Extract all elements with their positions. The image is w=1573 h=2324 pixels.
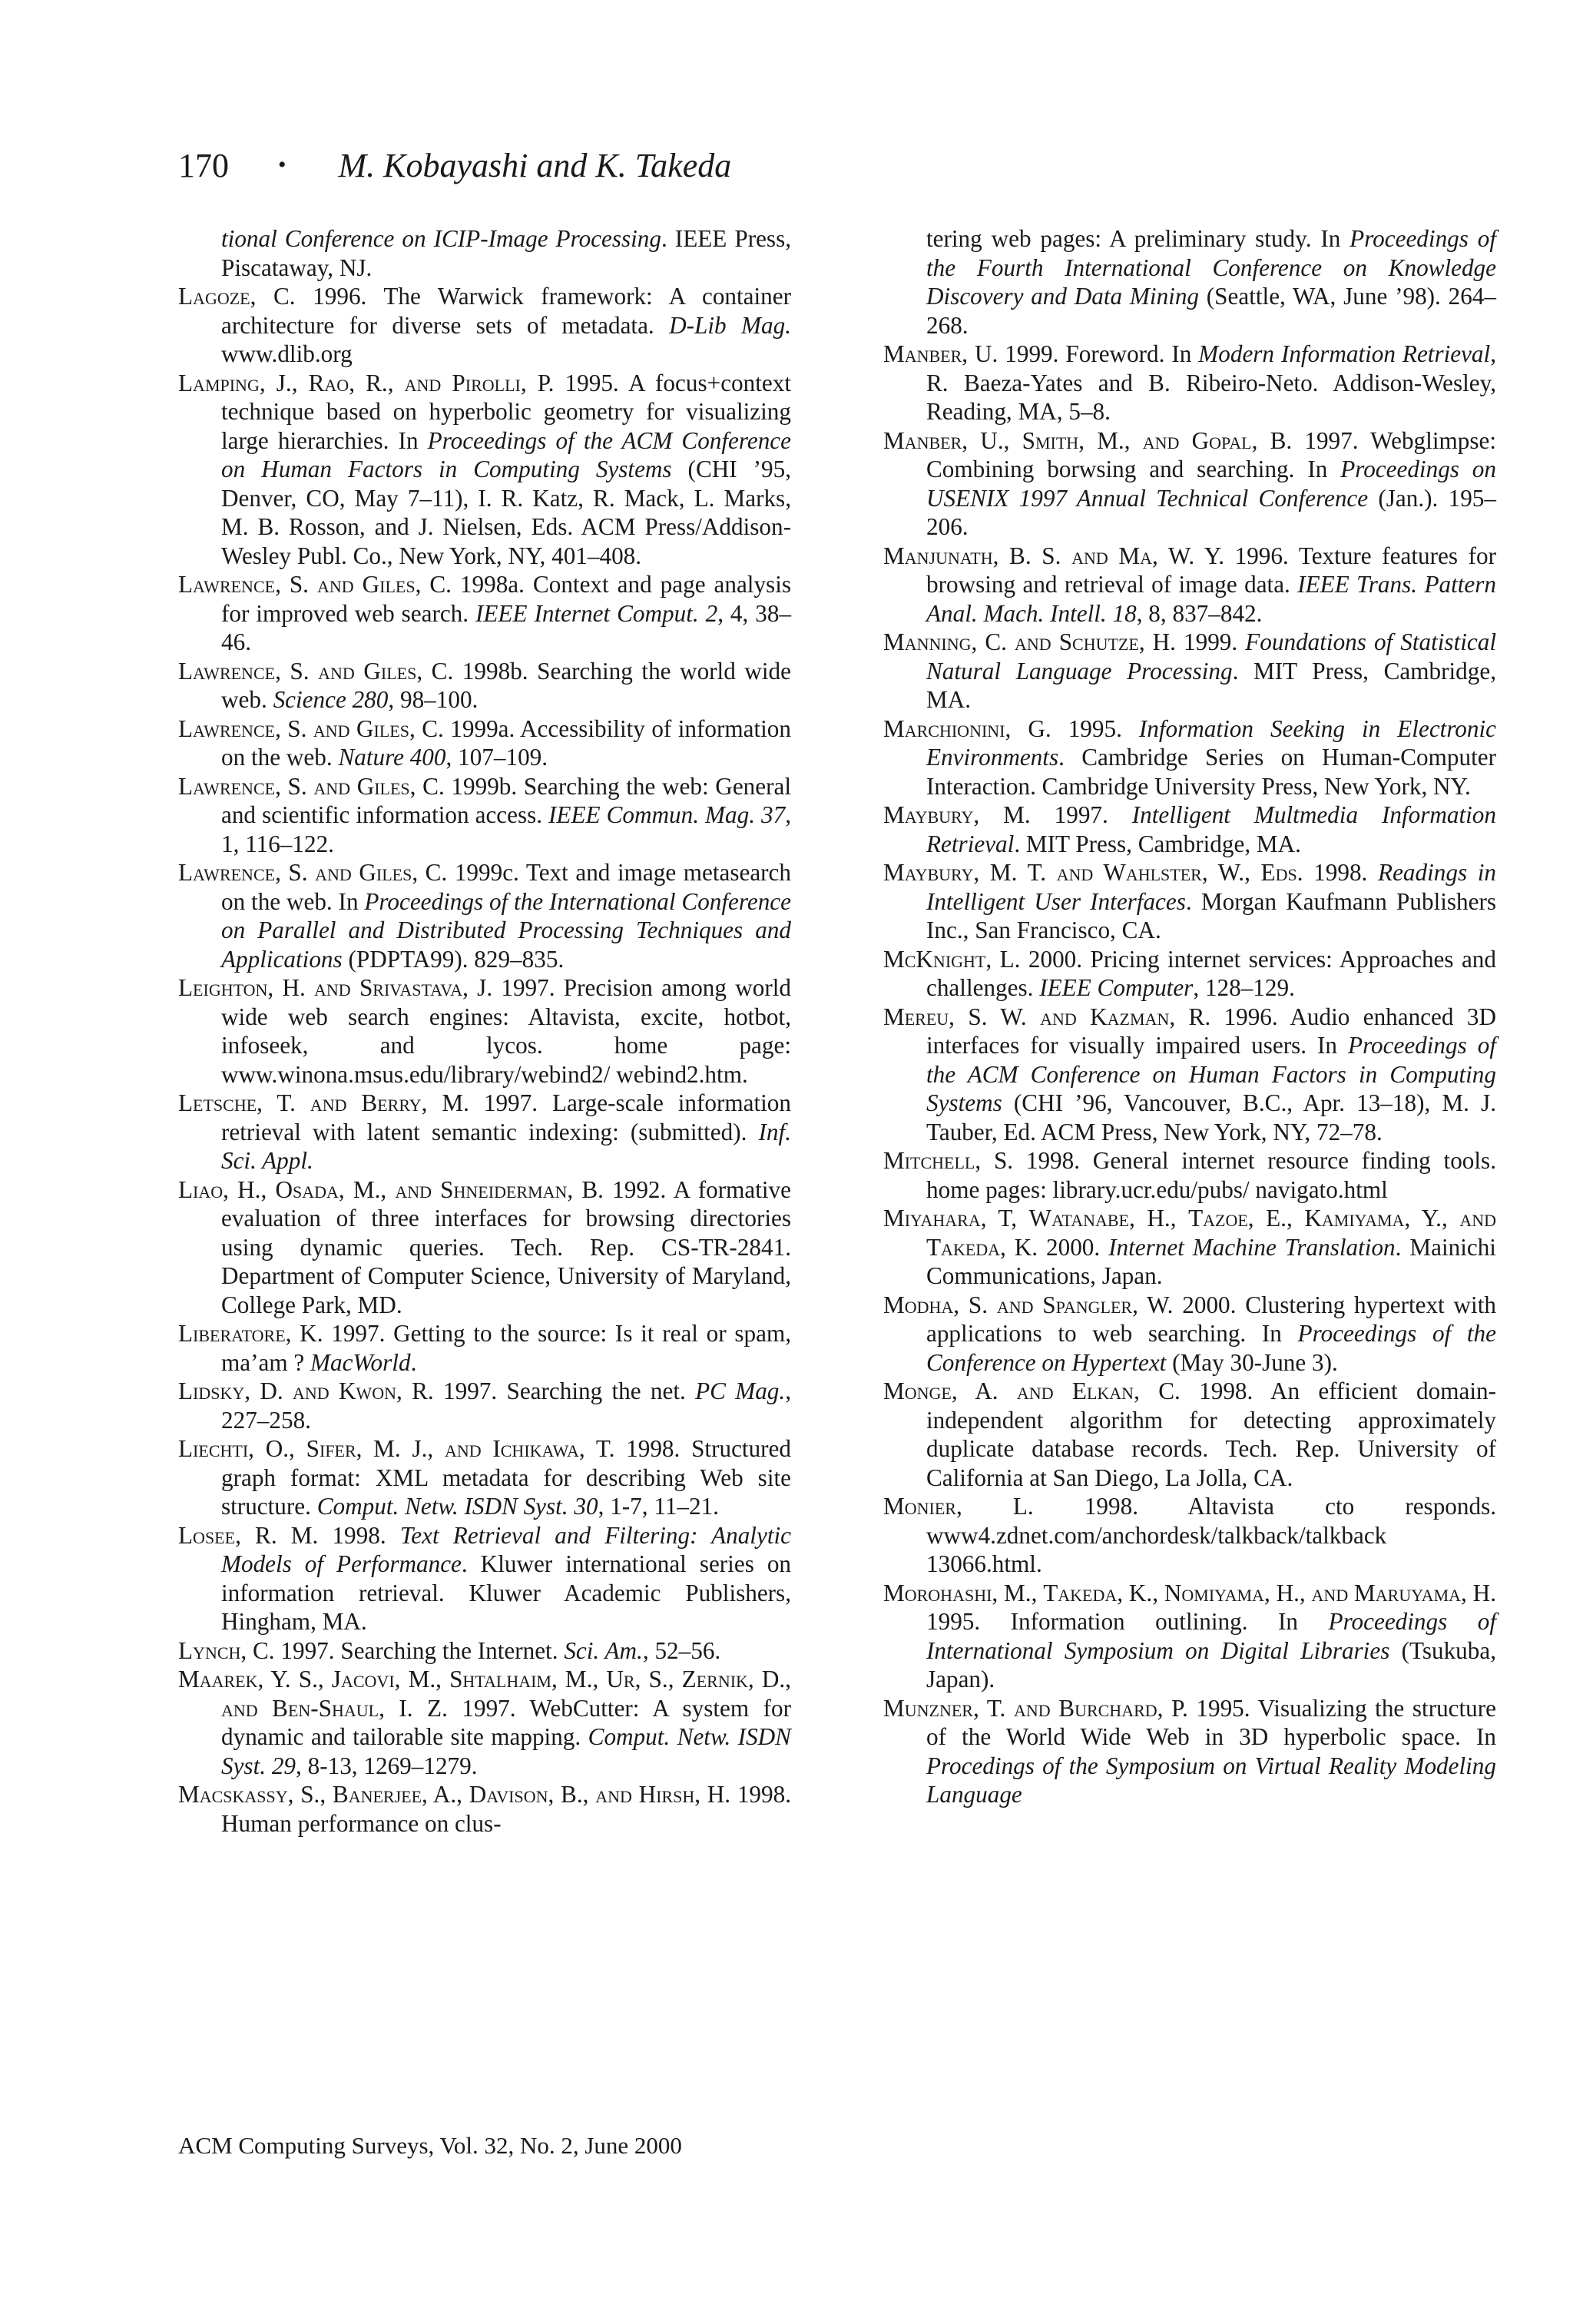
reference-entry: Mereu, S. W. and Kazman, R. 1996. Audio enhanced 3D interfaces for visually impaired users. In Proceedings of the ACM Conference on Human Factors in Computing Systems (CHI ’96, Vancouver, B.C., Apr. 13–18), M. J. Tauber, Ed. ACM Press, New York, NY, 72–78. <box>883 1003 1497 1145</box>
reference-entry: Munzner, T. and Burchard, P. 1995. Visualizing the structure of the World Wide Web in 3D hyperbolic space. In Procedings of the Symposium on Virtual Reality Modeling Language <box>883 1694 1497 1808</box>
reference-entry: Lawrence, S. and Giles, C. 1998b. Searching the world wide web. Science 280, 98–100. <box>178 657 791 713</box>
reference-entry: Maybury, M. T. and Wahlster, W., Eds. 1998. Readings in Intelligent User Interfaces. Morgan Kaufmann Publishers Inc., San Francisco, CA. <box>883 859 1496 943</box>
journal-footer: ACM Computing Surveys, Vol. 32, No. 2, June 2000 <box>178 2132 682 2159</box>
reference-entry: Lawrence, S. and Giles, C. 1998a. Context and page analysis for improved web search. IEEE Internet Comput. 2, 4, 38–46. <box>178 571 791 655</box>
reference-entry: Liechti, O., Sifer, M. J., and Ichikawa, T. 1998. Structured graph format: XML metadata for describing Web site structure. Comput. Netw. ISDN Syst. 30, 1-7, 11–21. <box>178 1435 791 1520</box>
reference-entry: Lidsky, D. and Kwon, R. 1997. Searching the net. PC Mag., 227–258. <box>178 1377 791 1434</box>
page-number: 170 <box>178 147 229 184</box>
reference-entry: Lawrence, S. and Giles, C. 1999b. Searching the web: General and scientific information access. IEEE Commun. Mag. 37, 1, 116–122. <box>178 772 791 857</box>
reference-entry: Manber, U. 1999. Foreword. In Modern Information Retrieval, R. Baeza-Yates and B. Ribeiro-Neto. Addison-Wesley, Reading, MA, 5–8. <box>883 340 1496 425</box>
running-header <box>178 146 731 192</box>
reference-entry: Leighton, H. and Srivastava, J. 1997. Precision among world wide web search engines: Altavista, excite, hotbot, infoseek, and lycos. home page: www.winona.msus.edu/library/webind2/ webind2.htm. <box>178 974 791 1088</box>
reference-entry: McKnight, L. 2000. Pricing internet services: Approaches and challenges. IEEE Computer, 128–129. <box>883 945 1496 1001</box>
reference-entry: Manning, C. and Schutze, H. 1999. Foundations of Statistical Natural Language Processing. MIT Press, Cambridge, MA. <box>883 628 1496 713</box>
reference-entry: Mitchell, S. 1998. General internet resource finding tools. home pages: library.ucr.edu/pubs/ navigato.html <box>883 1147 1496 1203</box>
reference-entry: Maybury, M. 1997. Intelligent Multmedia Information Retrieval. MIT Press, Cambridge, MA. <box>883 801 1496 857</box>
running-head-authors: M. Kobayashi and K. Takeda <box>338 147 732 184</box>
reference-entry: Letsche, T. and Berry, M. 1997. Large-scale information retrieval with latent semantic indexing: (submitted). Inf. Sci. Appl. <box>178 1089 791 1174</box>
reference-entry: Morohashi, M., Takeda, K., Nomiyama, H., and Maruyama, H. 1995. Information outlining. In Proceedings of International Symposium on Digital Libraries (Tsukuba, Japan). <box>883 1579 1496 1692</box>
reference-entry: Monge, A. and Elkan, C. 1998. An efficient domain-independent algorithm for detecting approximately duplicate database records. Tech. Rep. University of California at San Diego, La Jolla, CA. <box>883 1377 1496 1491</box>
reference-entry: Maarek, Y. S., Jacovi, M., Shtalhaim, M., Ur, S., Zernik, D., and Ben-Shaul, I. Z. 1997. WebCutter: A system for dynamic and tailorable site mapping. Comput. Netw. ISDN Syst. 29, 8-13, 1269–1279. <box>178 1666 791 1779</box>
reference-entry: Lawrence, S. and Giles, C. 1999a. Accessibility of information on the web. Nature 400, 107–109. <box>178 714 791 771</box>
reference-entry: Miyahara, T, Watanabe, H., Tazoe, E., Kamiyama, Y., and Takeda, K. 2000. Internet Machine Translation. Mainichi Communications, Japan. <box>883 1205 1497 1289</box>
reference-entry: Losee, R. M. 1998. Text Retrieval and Filtering: Analytic Models of Performance. Kluwer international series on information retrieval. Kluwer Academic Publishers, Hingham, MA. <box>178 1521 792 1635</box>
reference-entry: Liberatore, K. 1997. Getting to the source: Is it real or spam, ma’am ? MacWorld. <box>178 1320 791 1376</box>
references-left-column <box>178 224 791 1838</box>
reference-entry: Lawrence, S. and Giles, C. 1999c. Text and image metasearch on the web. In Proceedings of the International Conference on Parallel and Distributed Processing Techniques and Applications (PDPTA99). 829–835. <box>178 859 791 973</box>
reference-entry: Lynch, C. 1997. Searching the Internet. Sci. Am., 52–56. <box>178 1636 721 1664</box>
reference-entry: tional Conference on ICIP-Image Processing. IEEE Press, Piscataway, NJ. <box>221 225 791 281</box>
reference-entry: Marchionini, G. 1995. Information Seeking in Electronic Environments. Cambridge Series on Human-Computer Interaction. Cambridge University Press, New York, NY. <box>883 714 1496 800</box>
reference-entry: Modha, S. and Spangler, W. 2000. Clustering hypertext with applications to web searching. In Proceedings of the Conference on Hypertext (May 30-June 3). <box>883 1291 1496 1376</box>
reference-entry: Manber, U., Smith, M., and Gopal, B. 1997. Webglimpse: Combining borwsing and searching. In Proceedings on USENIX 1997 Annual Technical Conference (Jan.). 195–206. <box>883 426 1496 540</box>
header-bullet: • <box>278 152 286 177</box>
reference-entry: Manjunath, B. S. and Ma, W. Y. 1996. Texture features for browsing and retrieval of image data. IEEE Trans. Pattern Anal. Mach. Intell. 18, 8, 837–842. <box>883 542 1496 627</box>
reference-entry: Monier, L. 1998. Altavista cto responds. www4.zdnet.com/anchordesk/talkback/talkback 13066.html. <box>883 1493 1496 1577</box>
reference-entry: tering web pages: A preliminary study. In Proceedings of the Fourth International Conference on Knowledge Discovery and Data Mining (Seattle, WA, June ’98). 264–268. <box>926 225 1496 339</box>
reference-entry: Liao, H., Osada, M., and Shneiderman, B. 1992. A formative evaluation of three interfaces for browsing directories using dynamic queries. Tech. Rep. CS-TR-2841. Department of Computer Science, University of Maryland, College Park, MD. <box>178 1175 791 1318</box>
reference-entry: Lagoze, C. 1996. The Warwick framework: A container architecture for diverse sets of metadata. D-Lib Mag. www.dlib.org <box>178 283 792 367</box>
reference-entry: Lamping, J., Rao, R., and Pirolli, P. 1995. A focus+context technique based on hyperbolic geometry for visualizing large hierarchies. In Proceedings of the ACM Conference on Human Factors in Computing Systems (CHI ’95, Denver, CO, May 7–11), I. R. Katz, R. Mack, L. Marks, M. B. Rosson, and J. Nielsen, Eds. ACM Press/Addison-Wesley Publ. Co., New York, NY, 401–408. <box>178 369 792 569</box>
reference-entry: Macskassy, S., Banerjee, A., Davison, B., and Hirsh, H. 1998. Human performance on clus- <box>178 1781 791 1837</box>
references-right-column <box>883 224 1496 1809</box>
